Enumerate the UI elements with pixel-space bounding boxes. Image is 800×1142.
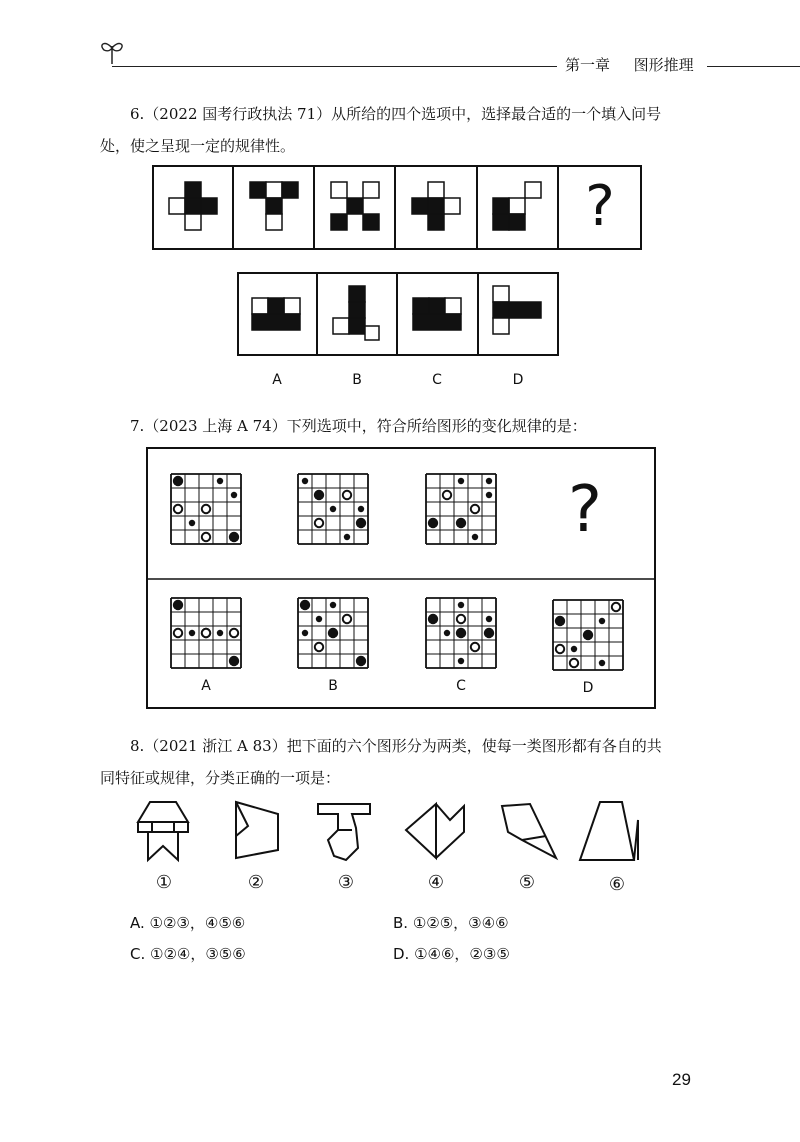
q7-label-c: C — [456, 678, 466, 694]
small-black-dot — [599, 618, 605, 624]
q8-text-line2: 同特征或规律，分类正确的一项是： — [100, 769, 341, 787]
q6-question-mark: ? — [585, 174, 615, 239]
q6-label-a: A — [272, 372, 282, 388]
q7-text — [100, 410, 705, 442]
white-ring-dot — [343, 491, 351, 499]
white-ring-dot — [570, 659, 578, 667]
q8-figure-5 — [498, 802, 560, 862]
q6-options-row — [237, 272, 559, 356]
white-ring-dot — [471, 505, 479, 513]
small-black-dot — [330, 506, 336, 512]
q8-figure-3 — [316, 800, 372, 862]
q6-label-d: D — [512, 372, 524, 388]
white-ring-dot — [202, 505, 210, 513]
small-black-dot — [458, 478, 464, 484]
q8-figure-4 — [402, 800, 468, 862]
white-ring-dot — [443, 491, 451, 499]
q7-figure-1 — [170, 473, 242, 545]
large-black-dot — [314, 490, 324, 500]
q7-question-mark: ? — [568, 473, 602, 547]
large-black-dot — [229, 532, 239, 542]
q8-option-d[interactable]: D. ①④⑥，②③⑤ — [393, 945, 510, 963]
small-black-dot — [231, 492, 237, 498]
white-ring-dot — [343, 615, 351, 623]
q7-label-d: D — [582, 680, 594, 696]
small-black-dot — [571, 646, 577, 652]
large-black-dot — [555, 616, 565, 626]
q7-option-b-grid — [297, 597, 369, 669]
large-black-dot — [328, 628, 338, 638]
header-section: 图形推理 — [633, 56, 694, 74]
white-ring-dot — [471, 643, 479, 651]
q6-figure-4 — [412, 182, 460, 230]
small-black-dot — [444, 630, 450, 636]
large-black-dot — [356, 518, 366, 528]
q6-option-c-figure — [413, 298, 461, 330]
small-black-dot — [458, 602, 464, 608]
q6-option-d-figure — [493, 286, 541, 334]
white-ring-dot — [315, 643, 323, 651]
q6-figure-2 — [250, 182, 298, 230]
large-black-dot — [300, 600, 310, 610]
header-title — [565, 54, 694, 75]
q8-option-b[interactable]: B. ①②⑤，③④⑥ — [393, 914, 509, 932]
large-black-dot — [356, 656, 366, 666]
q8-text — [100, 730, 705, 794]
q6-label-b: B — [352, 372, 362, 388]
large-black-dot — [428, 518, 438, 528]
small-black-dot — [472, 534, 478, 540]
q7-label-b: B — [328, 678, 338, 694]
q7-option-c-grid — [425, 597, 497, 669]
q7-option-a-grid — [170, 597, 242, 669]
white-ring-dot — [556, 645, 564, 653]
q6-figure-5 — [493, 182, 541, 230]
small-black-dot — [486, 492, 492, 498]
q7-label-a: A — [201, 678, 211, 694]
q8-label-1: ① — [155, 872, 173, 893]
large-black-dot — [583, 630, 593, 640]
small-black-dot — [189, 520, 195, 526]
q7-figure-2 — [297, 473, 369, 545]
header-chapter: 第一章 — [565, 56, 611, 74]
q8-label-6: ⑥ — [608, 874, 626, 895]
white-ring-dot — [612, 603, 620, 611]
q6-option-b-figure — [333, 286, 379, 340]
white-ring-dot — [457, 615, 465, 623]
small-black-dot — [458, 658, 464, 664]
small-black-dot — [217, 478, 223, 484]
white-ring-dot — [315, 519, 323, 527]
small-black-dot — [316, 616, 322, 622]
q8-figure-6 — [578, 800, 644, 862]
white-ring-dot — [202, 629, 210, 637]
white-ring-dot — [174, 505, 182, 513]
q6-figure-1 — [169, 182, 217, 230]
q8-label-5: ⑤ — [518, 872, 536, 893]
small-black-dot — [217, 630, 223, 636]
small-black-dot — [302, 478, 308, 484]
q8-figure-2 — [232, 800, 284, 862]
q8-text-line1: 8.（2021 浙江 A 83）把下面的六个图形分为两类，使每一类图形都有各自的共 — [130, 737, 662, 755]
q6-figure-3 — [331, 182, 379, 230]
q6-text — [100, 98, 705, 162]
small-black-dot — [330, 602, 336, 608]
q8-figure-1 — [136, 800, 196, 862]
q8-label-3: ③ — [337, 872, 355, 893]
q8-label-4: ④ — [427, 872, 445, 893]
q6-label-c: C — [432, 372, 442, 388]
large-black-dot — [173, 476, 183, 486]
small-black-dot — [486, 616, 492, 622]
q8-option-a[interactable]: A. ①②③，④⑤⑥ — [130, 914, 246, 932]
small-black-dot — [189, 630, 195, 636]
header-leaf-icon — [96, 36, 128, 68]
q7-text-line: 7.（2023 上海 A 74）下列选项中，符合所给图形的变化规律的是： — [130, 417, 587, 435]
q7-figure-3 — [425, 473, 497, 545]
white-ring-dot — [202, 533, 210, 541]
large-black-dot — [229, 656, 239, 666]
small-black-dot — [344, 534, 350, 540]
header-rule-left — [112, 66, 557, 67]
large-black-dot — [456, 518, 466, 528]
header-rule-right — [707, 66, 800, 67]
white-ring-dot — [174, 629, 182, 637]
small-black-dot — [302, 630, 308, 636]
q6-option-a-figure — [252, 298, 300, 330]
q8-option-c[interactable]: C. ①②④，③⑤⑥ — [130, 945, 246, 963]
white-ring-dot — [230, 629, 238, 637]
page-number: 29 — [672, 1070, 691, 1089]
q7-option-d-grid — [552, 599, 624, 671]
large-black-dot — [456, 628, 466, 638]
small-black-dot — [599, 660, 605, 666]
large-black-dot — [484, 628, 494, 638]
large-black-dot — [428, 614, 438, 624]
small-black-dot — [486, 478, 492, 484]
small-black-dot — [358, 506, 364, 512]
large-black-dot — [173, 600, 183, 610]
q8-label-2: ② — [247, 872, 265, 893]
q6-text-line1: 6.（2022 国考行政执法 71）从所给的四个选项中，选择最合适的一个填入问号 — [130, 105, 662, 123]
q6-text-line2: 处，使之呈现一定的规律性。 — [100, 137, 296, 155]
